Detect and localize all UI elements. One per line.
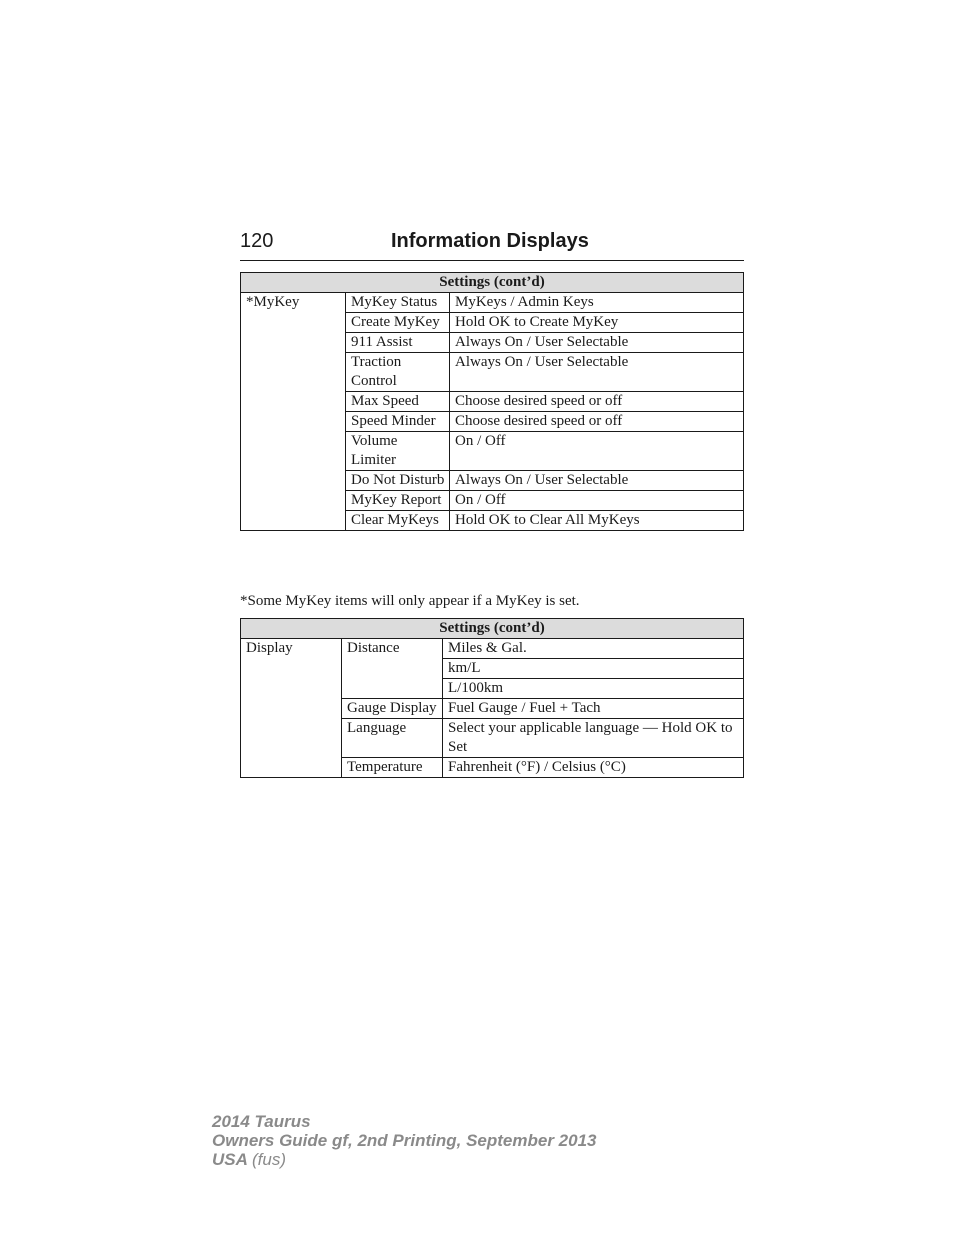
page-footer — [212, 1112, 596, 1169]
table-row-item: MyKey Report — [346, 491, 450, 511]
table-row-item: Create MyKey — [346, 313, 450, 333]
table-row-value: Hold OK to Clear All MyKeys — [450, 511, 744, 531]
table-row-item: MyKey Status — [346, 293, 450, 313]
page-number: 120 — [240, 230, 274, 252]
footer-region-code: (fus) — [252, 1150, 286, 1169]
table-row-item: Gauge Display — [342, 699, 443, 719]
table-row-value: Always On / User Selectable — [450, 333, 744, 353]
table-row-item: 911 Assist — [346, 333, 450, 353]
table-row-value: Miles & Gal. — [443, 639, 744, 659]
group-cell: *MyKey — [241, 293, 346, 531]
table-row-value: Always On / User Selectable — [450, 353, 744, 392]
table-row-item: Volume Limiter — [346, 432, 450, 471]
footer-model: 2014 Taurus — [212, 1112, 311, 1131]
table-row-item: Clear MyKeys — [346, 511, 450, 531]
table-row-value: L/100km — [443, 679, 744, 699]
mykey-settings-table — [240, 272, 744, 531]
footer-region-name: USA — [212, 1150, 248, 1169]
table-row-value: km/L — [443, 659, 744, 679]
table-row-item: Max Speed — [346, 392, 450, 412]
table-row-item: Language — [342, 719, 443, 758]
footnote: *Some MyKey items will only appear if a MyKey is set. — [240, 593, 580, 609]
table-row-value: Fahrenheit (°F) / Celsius (°C) — [443, 758, 744, 778]
table-row-item: Temperature — [342, 758, 443, 778]
table-row-value: Hold OK to Create MyKey — [450, 313, 744, 333]
table-row-item: Speed Minder — [346, 412, 450, 432]
footer-region — [212, 1150, 596, 1169]
table-row-value: On / Off — [450, 491, 744, 511]
table-row-value: Choose desired speed or off — [450, 412, 744, 432]
group-cell: Display — [241, 639, 342, 778]
table-row-item: Traction Control — [346, 353, 450, 392]
table-row-value: Fuel Gauge / Fuel + Tach — [443, 699, 744, 719]
table-row-value: On / Off — [450, 432, 744, 471]
display-settings-table — [240, 618, 744, 778]
section-title: Information Displays — [391, 230, 589, 252]
footer-edition: Owners Guide gf, 2nd Printing, September 2013 — [212, 1131, 597, 1150]
table-title: Settings (cont’d) — [241, 273, 744, 293]
table-row-item: Do Not Disturb — [346, 471, 450, 491]
table-title: Settings (cont’d) — [241, 619, 744, 639]
table-row-value: MyKeys / Admin Keys — [450, 293, 744, 313]
page-header — [240, 228, 744, 261]
table-row-item: Distance — [342, 639, 443, 699]
table-row-value: Select your applicable language — Hold OK to Set — [443, 719, 744, 758]
table-row-value: Choose desired speed or off — [450, 392, 744, 412]
table-row-value: Always On / User Selectable — [450, 471, 744, 491]
